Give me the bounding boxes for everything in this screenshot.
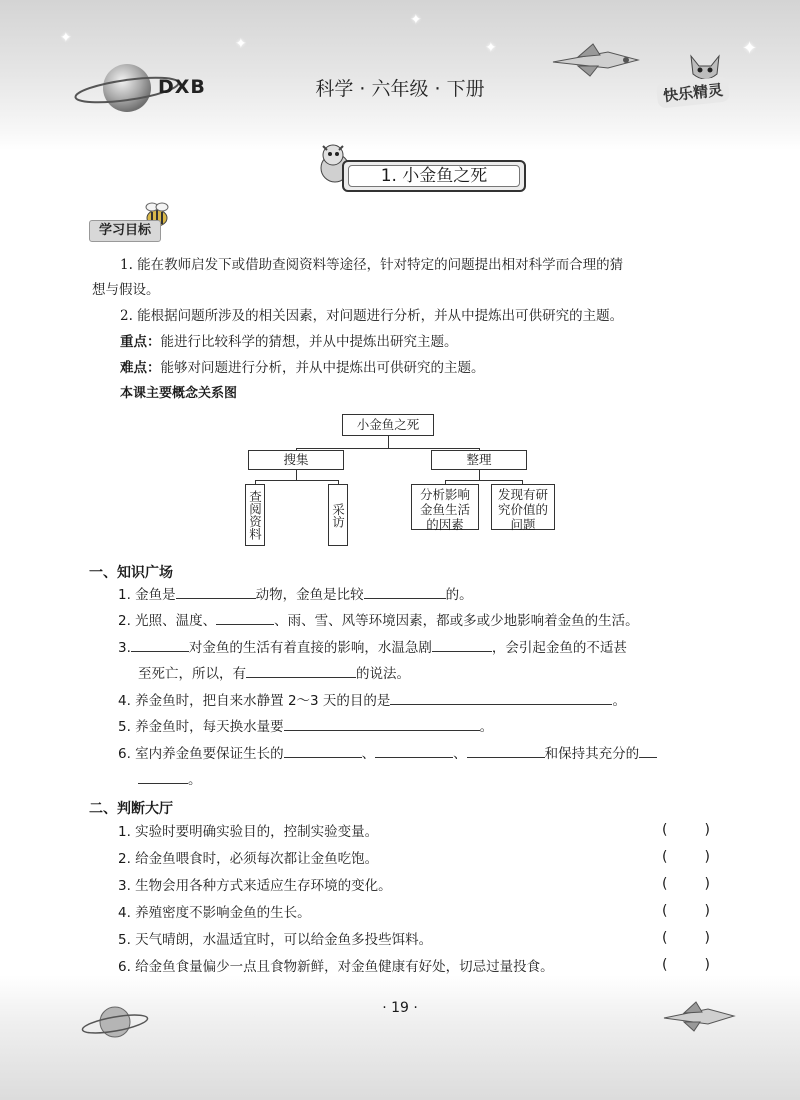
- q4-text-b: 。: [612, 693, 626, 709]
- q6-text-a: 6. 室内养金鱼要保证生长的: [118, 746, 284, 762]
- connector: [255, 480, 339, 481]
- q1-text-c: 的。: [445, 587, 473, 603]
- question-3-line1: [118, 637, 627, 657]
- question-6-line2: [138, 769, 202, 789]
- answer-parentheses[interactable]: [662, 930, 710, 946]
- lesson-title: 1. 小金鱼之死: [348, 165, 520, 187]
- space-shuttle-icon: [660, 998, 740, 1034]
- connector: [296, 448, 480, 449]
- paren-open: (: [662, 957, 668, 973]
- q3-text-b: 对金鱼的生活有着直接的影响，水温急剧: [188, 640, 432, 656]
- page-number: · 19 ·: [382, 1000, 418, 1016]
- question-2: [118, 610, 639, 630]
- q1-text-b: 动物，金鱼是比较: [255, 587, 364, 603]
- key-point-text: 能进行比较科学的猜想，并从中提炼出研究主题。: [160, 334, 458, 350]
- q4-text-a: 4. 养金鱼时，把自来水静置 2～3 天的目的是: [118, 693, 391, 709]
- q1-text-a: 1. 金鱼是: [118, 587, 176, 603]
- q5-text-a: 5. 养金鱼时，每天换水量要: [118, 719, 284, 735]
- paren-close: ): [704, 957, 710, 973]
- answer-blank[interactable]: [284, 743, 362, 758]
- q2-text-a: 2. 光照、温度、: [118, 613, 217, 629]
- paren-close: ): [704, 849, 710, 865]
- paren-open: (: [662, 849, 668, 865]
- objective-1-line1: 1. 能在教师启发下或借助查阅资料等途径，针对特定的问题提出相对科学而合理的猜: [120, 257, 624, 273]
- answer-blank[interactable]: [390, 690, 612, 705]
- q5-text-b: 。: [479, 719, 494, 735]
- answer-blank[interactable]: [639, 743, 657, 758]
- q6-text-b: 、: [361, 746, 376, 762]
- answer-blank[interactable]: [432, 637, 492, 652]
- q2-text-b: 、雨、雪、风等环境因素，都或多或少地影响着金鱼的生活。: [274, 613, 639, 629]
- connector: [479, 470, 480, 480]
- question-1: [118, 584, 473, 604]
- star-icon: ✦: [485, 40, 497, 56]
- paren-open: (: [662, 822, 668, 838]
- mascot-logo: [655, 52, 733, 116]
- q3-text-a: 3.: [118, 640, 131, 656]
- q6-text-e: 。: [188, 772, 202, 788]
- star-icon: ✦: [235, 36, 247, 52]
- concept-collect: 搜集: [248, 450, 344, 470]
- section-heading-knowledge: 一、知识广场: [89, 565, 173, 581]
- answer-blank[interactable]: [246, 663, 356, 678]
- question-6-line1: [118, 743, 657, 763]
- brand-mark: DXB: [158, 76, 206, 98]
- paren-close: ): [704, 903, 710, 919]
- star-icon: ✦: [410, 12, 422, 28]
- question-4: [118, 690, 626, 710]
- logo-wordmark: 快乐精灵: [656, 76, 730, 108]
- concept-root: 小金鱼之死: [342, 414, 434, 436]
- answer-parentheses[interactable]: [662, 849, 710, 865]
- question-5: [118, 716, 493, 736]
- section-heading-judgment: 二、判断大厅: [89, 801, 173, 817]
- answer-blank[interactable]: [467, 743, 545, 758]
- connector: [296, 470, 297, 480]
- objectives-tag: 学习目标: [89, 220, 161, 242]
- objective-2: 2. 能根据问题所涉及的相关因素，对问题进行分析，并从中提炼出可供研究的主题。: [120, 308, 624, 324]
- answer-blank[interactable]: [284, 716, 480, 731]
- judgment-item: 2. 给金鱼喂食时，必须每次都让金鱼吃饱。: [118, 851, 379, 867]
- key-point-label: 重点：: [120, 334, 161, 350]
- judgment-item: 3. 生物会用各种方式来适应生存环境的变化。: [118, 878, 392, 894]
- lesson-banner: [342, 160, 526, 192]
- answer-blank[interactable]: [131, 637, 189, 652]
- answer-parentheses[interactable]: [662, 822, 710, 838]
- q6-text-c: 、: [453, 746, 467, 762]
- paren-close: ): [704, 930, 710, 946]
- connector: [445, 480, 523, 481]
- answer-parentheses[interactable]: [662, 903, 710, 919]
- paren-open: (: [662, 930, 668, 946]
- paren-open: (: [662, 903, 668, 919]
- judgment-item: 4. 养殖密度不影响金鱼的生长。: [118, 905, 311, 921]
- difficult-point: [120, 359, 485, 377]
- q6-text-d: 和保持其充分的: [544, 746, 640, 762]
- objective-1-line2: 想与假设。: [92, 282, 160, 298]
- answer-blank[interactable]: [364, 584, 446, 599]
- key-point: [120, 333, 458, 351]
- answer-blank[interactable]: [216, 610, 274, 625]
- answer-blank[interactable]: [138, 769, 188, 784]
- q3-text-d: 至死亡，所以，有: [138, 666, 246, 682]
- concept-organize: 整理: [431, 450, 527, 470]
- concept-leaf-factors: 分析影响金鱼生活的因素: [411, 484, 479, 530]
- judgment-item: 6. 给金鱼食量偏少一点且食物新鲜，对金鱼健康有好处，切忌过量投食。: [118, 959, 554, 975]
- answer-blank[interactable]: [176, 584, 256, 599]
- planet-icon: [80, 1000, 150, 1044]
- q3-text-e: 的说法。: [356, 666, 410, 682]
- answer-parentheses[interactable]: [662, 876, 710, 892]
- connector: [388, 436, 389, 448]
- paren-close: ): [704, 876, 710, 892]
- question-3-line2: [138, 663, 410, 683]
- concept-leaf-research: 查阅资料: [245, 484, 265, 546]
- space-shuttle-icon: [548, 40, 648, 80]
- answer-parentheses[interactable]: [662, 957, 710, 973]
- book-title: 科学 · 六年级 · 下册: [315, 78, 485, 100]
- paren-open: (: [662, 876, 668, 892]
- paren-close: ): [704, 822, 710, 838]
- concept-leaf-questions: 发现有研究价值的问题: [491, 484, 555, 530]
- judgment-item: 1. 实验时要明确实验目的，控制实验变量。: [118, 824, 379, 840]
- judgment-item: 5. 天气晴朗，水温适宜时，可以给金鱼多投些饵料。: [118, 932, 433, 948]
- concept-leaf-interview: 采访: [328, 484, 348, 546]
- difficult-point-label: 难点：: [120, 360, 161, 376]
- star-icon: ✦: [60, 30, 72, 46]
- answer-blank[interactable]: [375, 743, 453, 758]
- q3-text-c: ，会引起金鱼的不适甚: [491, 640, 627, 656]
- difficult-point-text: 能够对问题进行分析，并从中提炼出可供研究的主题。: [160, 360, 485, 376]
- concept-map-title: 本课主要概念关系图: [120, 386, 238, 401]
- star-icon: ✦: [742, 38, 758, 59]
